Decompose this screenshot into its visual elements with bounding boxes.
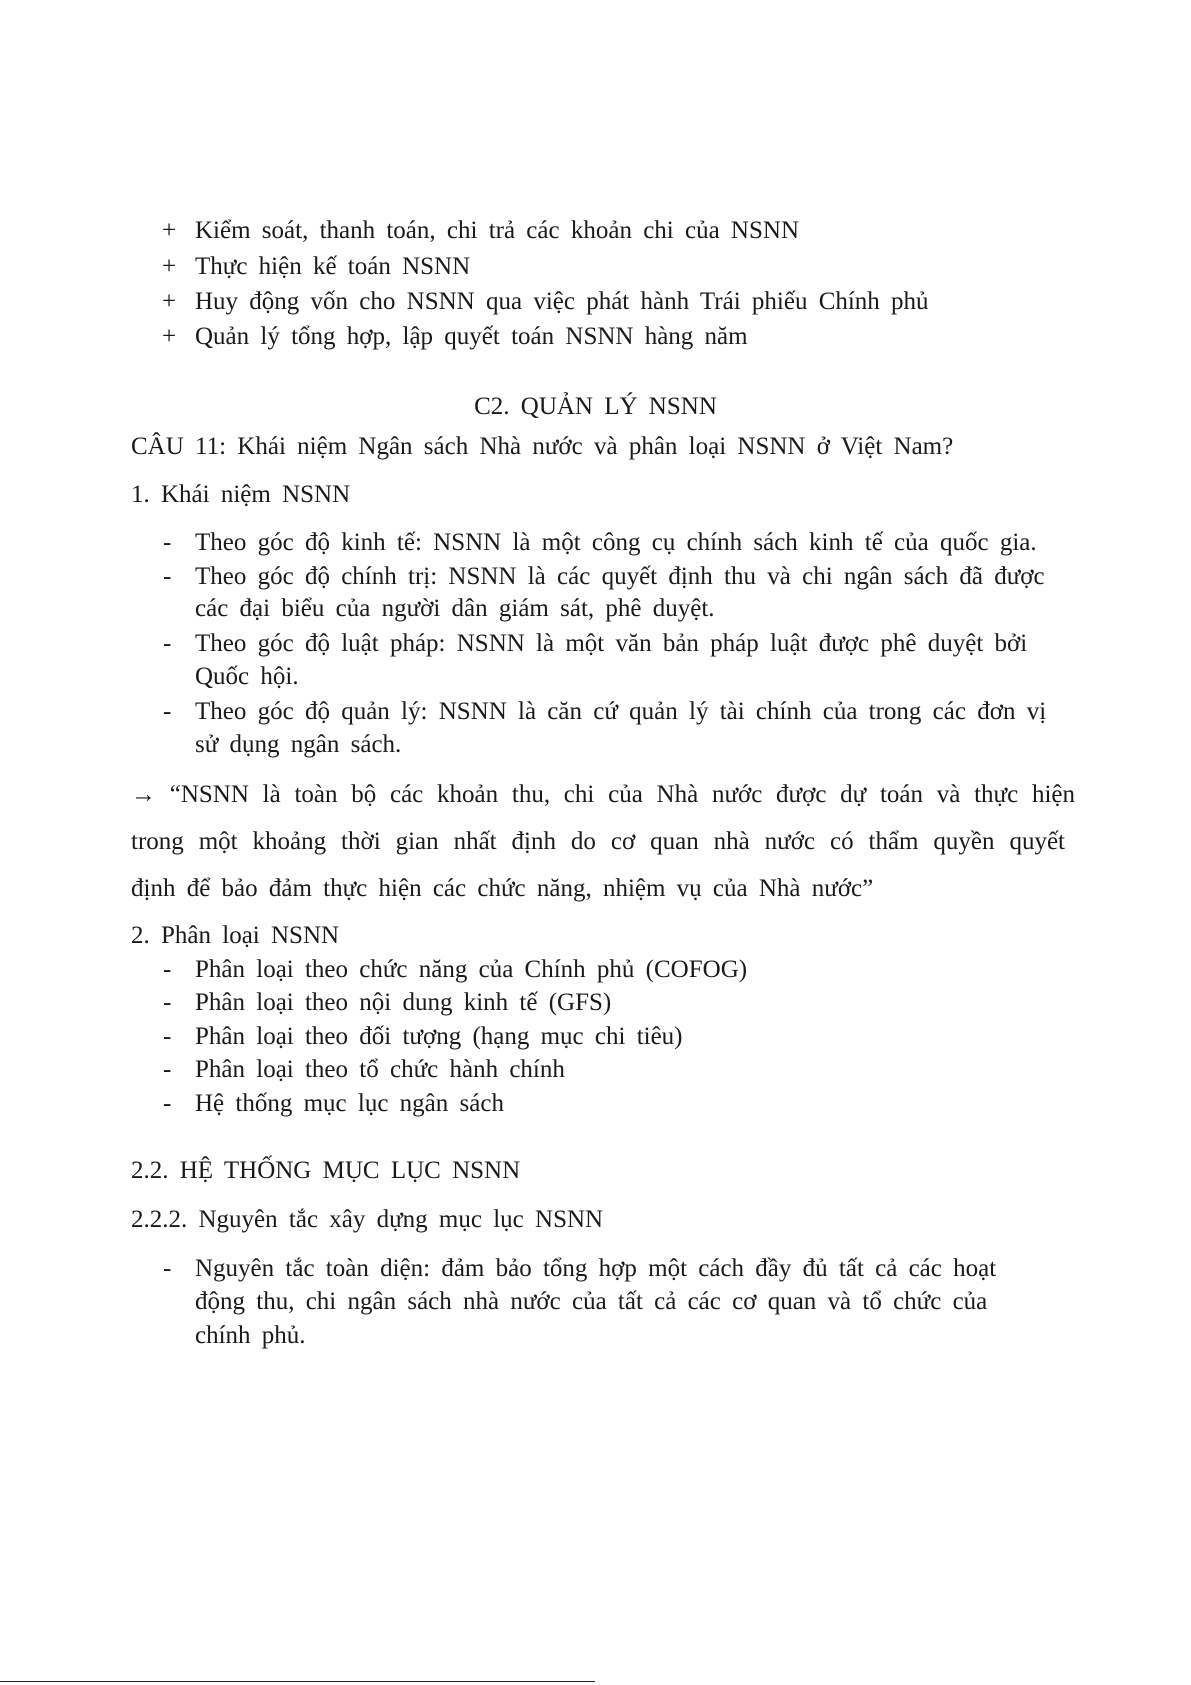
- dash-bullet: -: [163, 698, 172, 725]
- plus-bullet: +: [162, 288, 177, 315]
- section-heading: 2.2. HỆ THỐNG MỤC LỤC NSNN: [131, 1157, 521, 1184]
- plus-bullet: +: [162, 253, 177, 280]
- list-item-text: Theo góc độ luật pháp: NSNN là một văn bản pháp luật được phê duyệt bởi: [195, 630, 1028, 657]
- plus-bullet: +: [162, 323, 177, 350]
- section-heading: 2. Phân loại NSNN: [131, 922, 340, 949]
- footer-divider: [0, 1681, 595, 1682]
- dash-bullet: -: [163, 989, 172, 1016]
- list-item-text: các đại biểu của người dân giám sát, phê duyệt.: [195, 595, 715, 622]
- dash-bullet: -: [163, 1023, 172, 1050]
- list-item-text: Phân loại theo tổ chức hành chính: [195, 1056, 565, 1083]
- plus-bullet: +: [162, 217, 177, 244]
- definition-line: định để bảo đảm thực hiện các chức năng, nhiệm vụ của Nhà nước”: [131, 875, 874, 902]
- chapter-title: C2. QUẢN LÝ NSNN: [474, 393, 717, 420]
- definition-line: → “NSNN là toàn bộ các khoản thu, chi của Nhà nước được dự toán và thực hiện: [131, 781, 1075, 808]
- plus-item: Quản lý tổng hợp, lập quyết toán NSNN hàng năm: [195, 323, 748, 350]
- list-item-text: Quốc hội.: [195, 663, 299, 690]
- list-item-text: Theo góc độ quản lý: NSNN là căn cứ quản lý tài chính của trong các đơn vị: [195, 698, 1047, 725]
- plus-item: Thực hiện kế toán NSNN: [195, 253, 471, 280]
- definition-line: trong một khoảng thời gian nhất định do cơ quan nhà nước có thẩm quyền quyết: [131, 828, 1065, 855]
- list-item-text: Theo góc độ kinh tế: NSNN là một công cụ chính sách kinh tế của quốc gia.: [195, 529, 1037, 556]
- subsection-heading: 2.2.2. Nguyên tắc xây dựng mục lục NSNN: [131, 1206, 604, 1233]
- list-item-text: Hệ thống mục lục ngân sách: [195, 1090, 504, 1117]
- list-item-text: Phân loại theo nội dung kinh tế (GFS): [195, 989, 612, 1016]
- list-item-text: Theo góc độ chính trị: NSNN là các quyết định thu và chi ngân sách đã được: [195, 563, 1045, 590]
- list-item-text: Phân loại theo đối tượng (hạng mục chi tiêu): [195, 1023, 683, 1050]
- list-item-text: chính phủ.: [195, 1322, 306, 1349]
- dash-bullet: -: [163, 563, 172, 590]
- list-item-text: động thu, chi ngân sách nhà nước của tất cả các cơ quan và tổ chức của: [195, 1288, 988, 1315]
- dash-bullet: -: [163, 956, 172, 983]
- plus-item: Huy động vốn cho NSNN qua việc phát hành Trái phiếu Chính phủ: [195, 288, 929, 315]
- dash-bullet: -: [163, 1255, 172, 1282]
- dash-bullet: -: [163, 630, 172, 657]
- dash-bullet: -: [163, 529, 172, 556]
- question-heading: CÂU 11: Khái niệm Ngân sách Nhà nước và phân loại NSNN ở Việt Nam?: [131, 433, 954, 460]
- section-heading: 1. Khái niệm NSNN: [131, 481, 351, 508]
- list-item-text: Phân loại theo chức năng của Chính phủ (COFOG): [195, 956, 748, 983]
- plus-item: Kiểm soát, thanh toán, chi trả các khoản chi của NSNN: [195, 217, 799, 244]
- dash-bullet: -: [163, 1090, 172, 1117]
- list-item-text: Nguyên tắc toàn diện: đảm bảo tổng hợp một cách đầy đủ tất cả các hoạt: [195, 1255, 997, 1282]
- list-item-text: sử dụng ngân sách.: [195, 731, 402, 758]
- dash-bullet: -: [163, 1056, 172, 1083]
